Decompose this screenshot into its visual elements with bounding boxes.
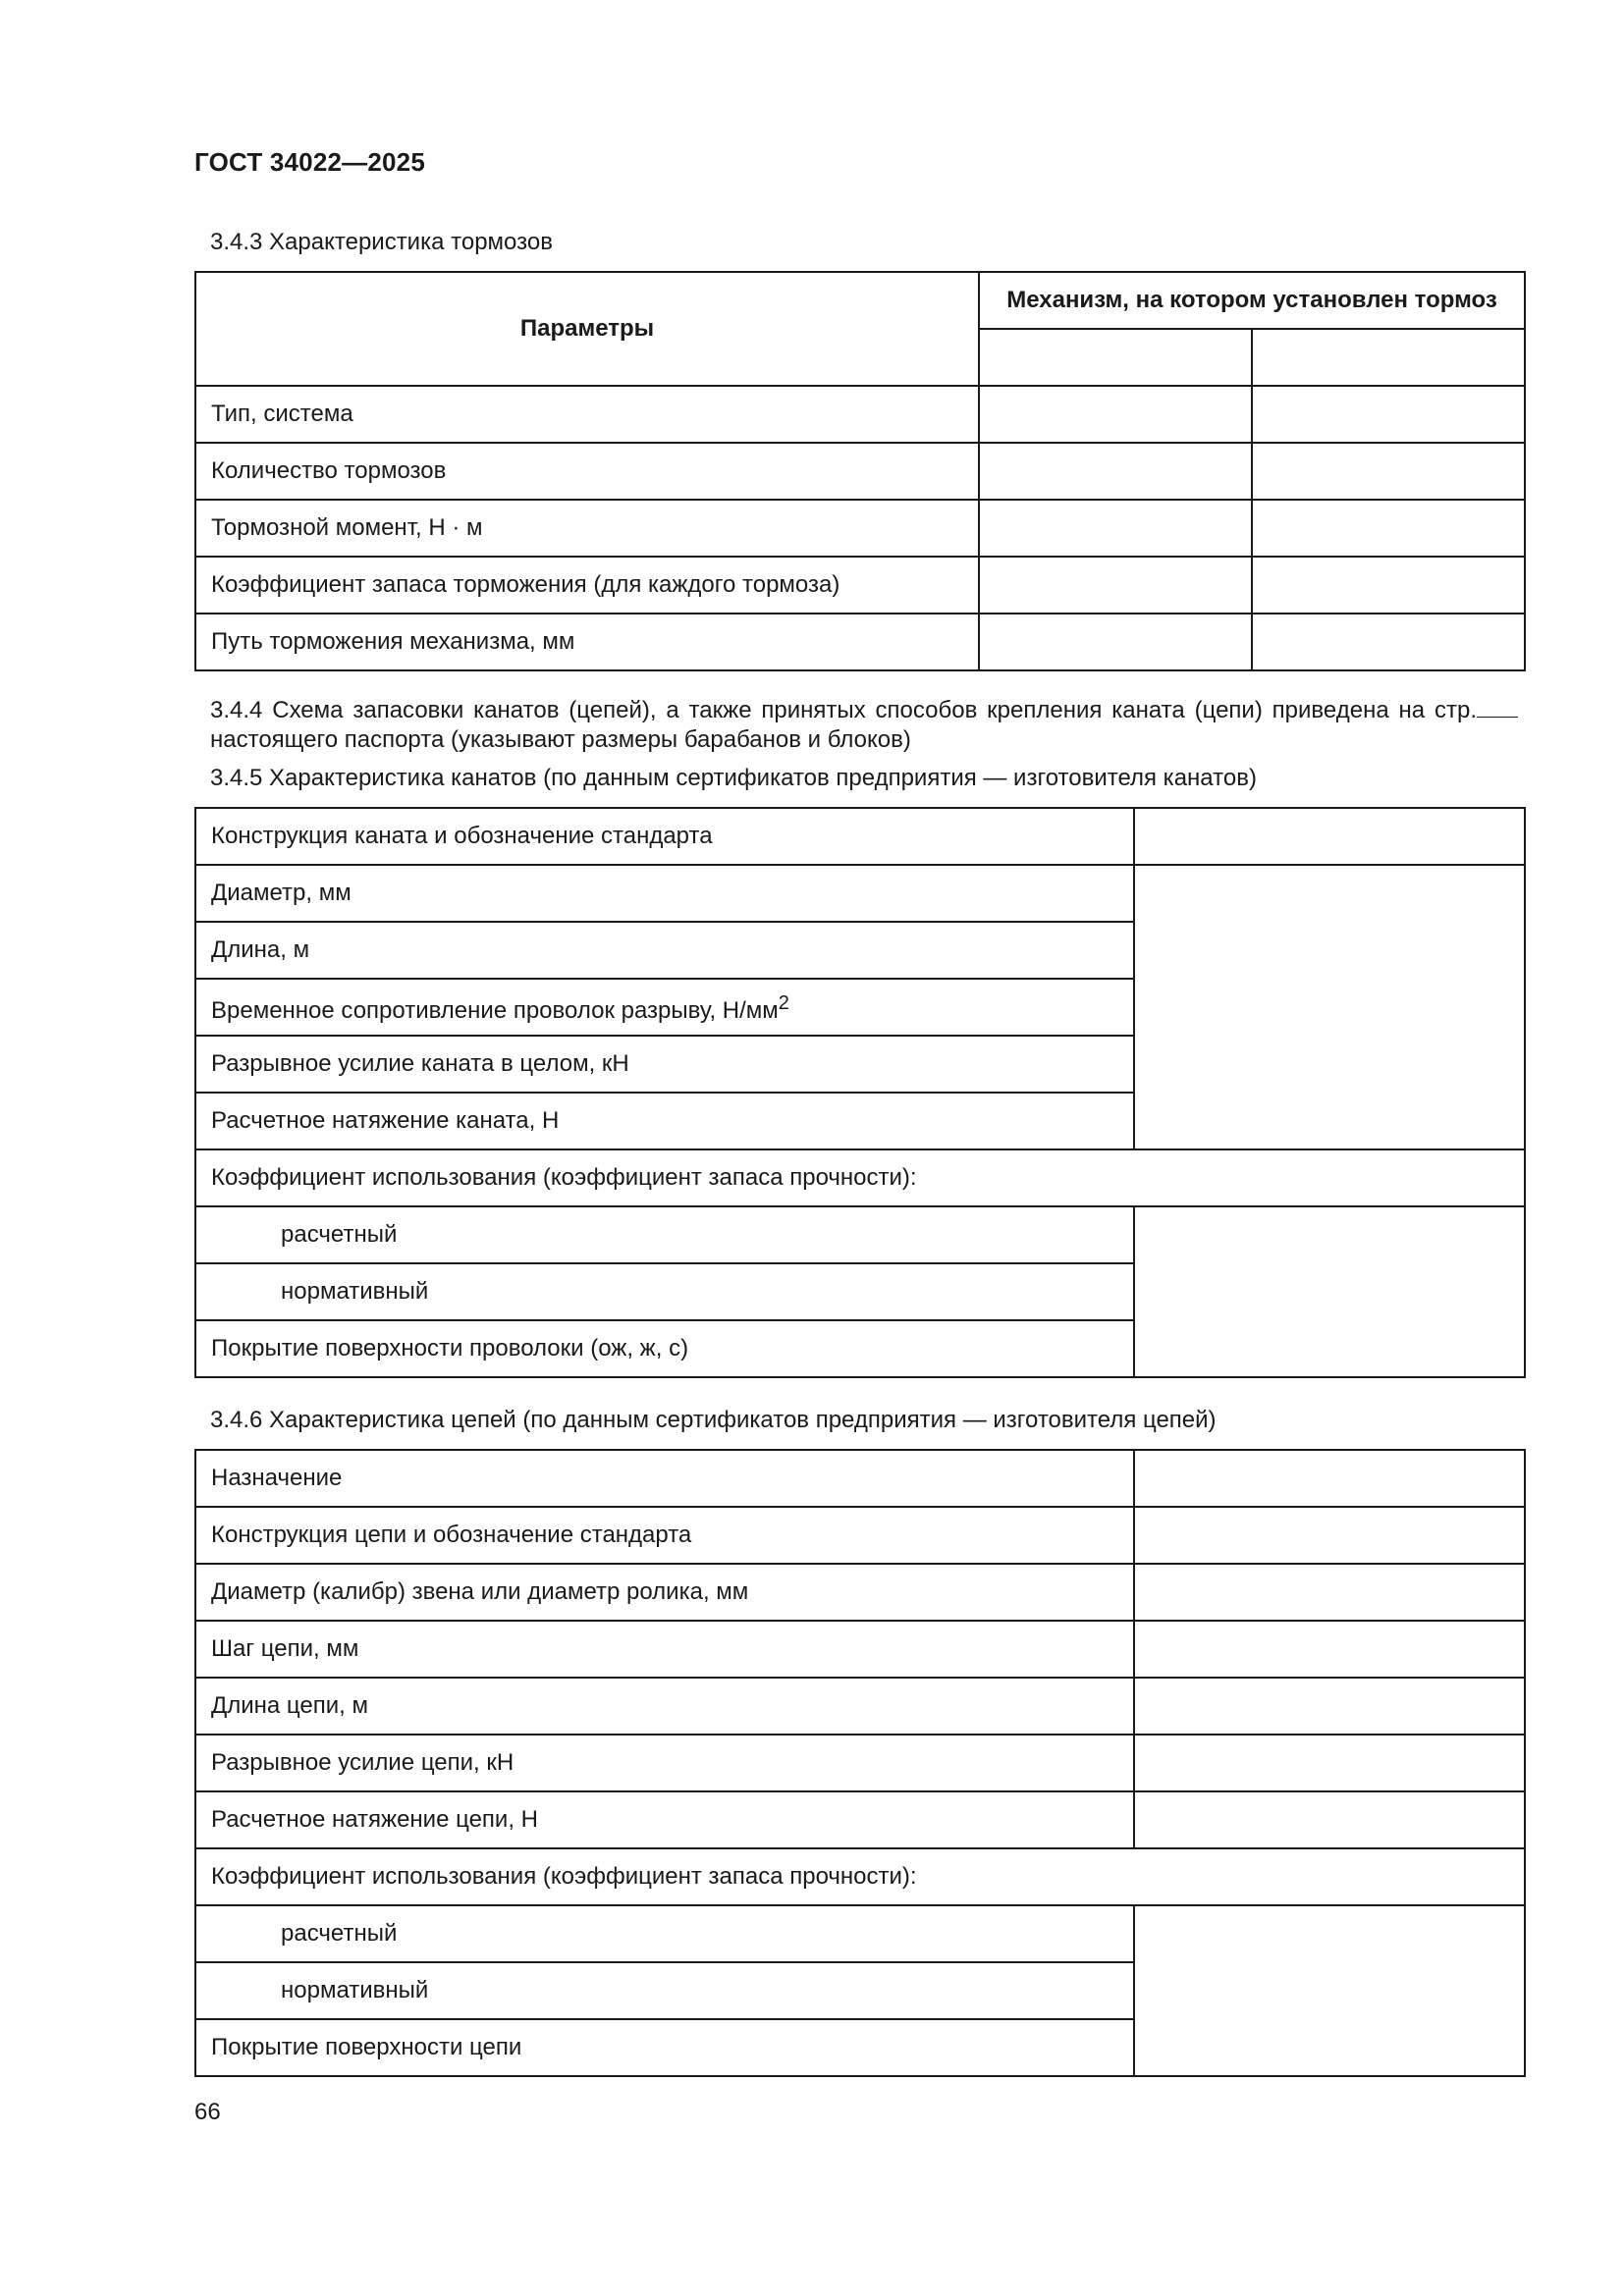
table-row-label [195,979,1134,1036]
mechanism-header: Механизм, на котором установлен тормоз [979,272,1525,329]
document-header: ГОСТ 34022—2025 [194,147,425,177]
table-row-label: Длина, м [195,922,1134,979]
table-row-label: Конструкция цепи и обозначение стандарта [195,1507,1134,1564]
table-row-label: Расчетное натяжение каната, Н [195,1093,1134,1149]
mechanism-2-header[interactable] [1252,329,1525,386]
value-cell[interactable] [1252,500,1525,557]
table-row-label: Коэффициент использования (коэффициент запаса прочности): [195,1149,1525,1206]
section-346-caption: 3.4.6 Характеристика цепей (по данным сертификатов предприятия — изготовителя цепей) [210,1407,1217,1433]
tensile-label: Временное сопротивление проволок разрыву, Н/мм [211,997,779,1024]
value-cell[interactable] [1134,1507,1525,1564]
value-cell[interactable] [979,500,1252,557]
chains-table [194,1449,1526,2077]
value-cell[interactable] [1134,1621,1525,1678]
value-cell[interactable] [979,443,1252,500]
value-cell[interactable] [1134,1791,1525,1848]
section-343-caption: 3.4.3 Характеристика тормозов [210,229,553,255]
brakes-table [194,271,1526,671]
table-row-label: Количество тормозов [195,443,979,500]
section-345-caption: 3.4.5 Характеристика канатов (по данным сертификатов предприятия — изготовителя канатов) [210,765,1257,791]
table-row-label: Назначение [195,1450,1134,1507]
value-cell[interactable] [1134,1678,1525,1735]
value-cell[interactable] [1134,808,1525,865]
table-row-label: нормативный [195,1962,1134,2019]
page-number: 66 [194,2099,221,2125]
table-row-label: Длина цепи, м [195,1678,1134,1735]
mechanism-1-header[interactable] [979,329,1252,386]
value-cell[interactable] [979,557,1252,614]
table-row-label: нормативный [195,1263,1134,1320]
table-row-label: Расчетное натяжение цепи, Н [195,1791,1134,1848]
table-row-label: Разрывное усилие цепи, кН [195,1735,1134,1791]
params-header: Параметры [195,272,979,386]
table-row-label: Путь торможения механизма, мм [195,614,979,670]
value-cell[interactable] [1134,1735,1525,1791]
table-row-label: Покрытие поверхности цепи [195,2019,1134,2076]
table-row-label: Коэффициент запаса торможения (для каждого тормоза) [195,557,979,614]
table-row-label: Тормозной момент, Н · м [195,500,979,557]
table-row-label: Коэффициент использования (коэффициент запаса прочности): [195,1848,1525,1905]
table-row-label: расчетный [195,1905,1134,1962]
value-cell[interactable] [1134,1206,1525,1377]
table-row-label: Шаг цепи, мм [195,1621,1134,1678]
ropes-table [194,807,1526,1378]
value-cell[interactable] [1134,1905,1525,2076]
value-cell[interactable] [1252,386,1525,443]
section-344-text [210,695,1518,755]
table-row-label: Разрывное усилие каната в целом, кН [195,1036,1134,1093]
table-row-label: расчетный [195,1206,1134,1263]
table-row-label: Тип, система [195,386,979,443]
value-cell[interactable] [979,386,1252,443]
table-row-label: Конструкция каната и обозначение стандарта [195,808,1134,865]
section-344-text-end: настоящего паспорта (указывают размеры барабанов и блоков) [210,726,911,753]
value-cell[interactable] [979,614,1252,670]
value-cell[interactable] [1134,865,1525,1149]
page-blank-field[interactable] [1477,695,1518,718]
tensile-superscript: 2 [778,992,789,1014]
value-cell[interactable] [1134,1450,1525,1507]
table-row-label: Покрытие поверхности проволоки (ож, ж, с) [195,1320,1134,1377]
value-cell[interactable] [1252,557,1525,614]
table-row-label: Диаметр, мм [195,865,1134,922]
value-cell[interactable] [1252,443,1525,500]
table-row-label: Диаметр (калибр) звена или диаметр ролика, мм [195,1564,1134,1621]
value-cell[interactable] [1134,1564,1525,1621]
value-cell[interactable] [1252,614,1525,670]
section-344-text-start: 3.4.4 Схема запасовки канатов (цепей), а также принятых способов крепления каната (цепи) приведена на стр. [210,697,1477,723]
